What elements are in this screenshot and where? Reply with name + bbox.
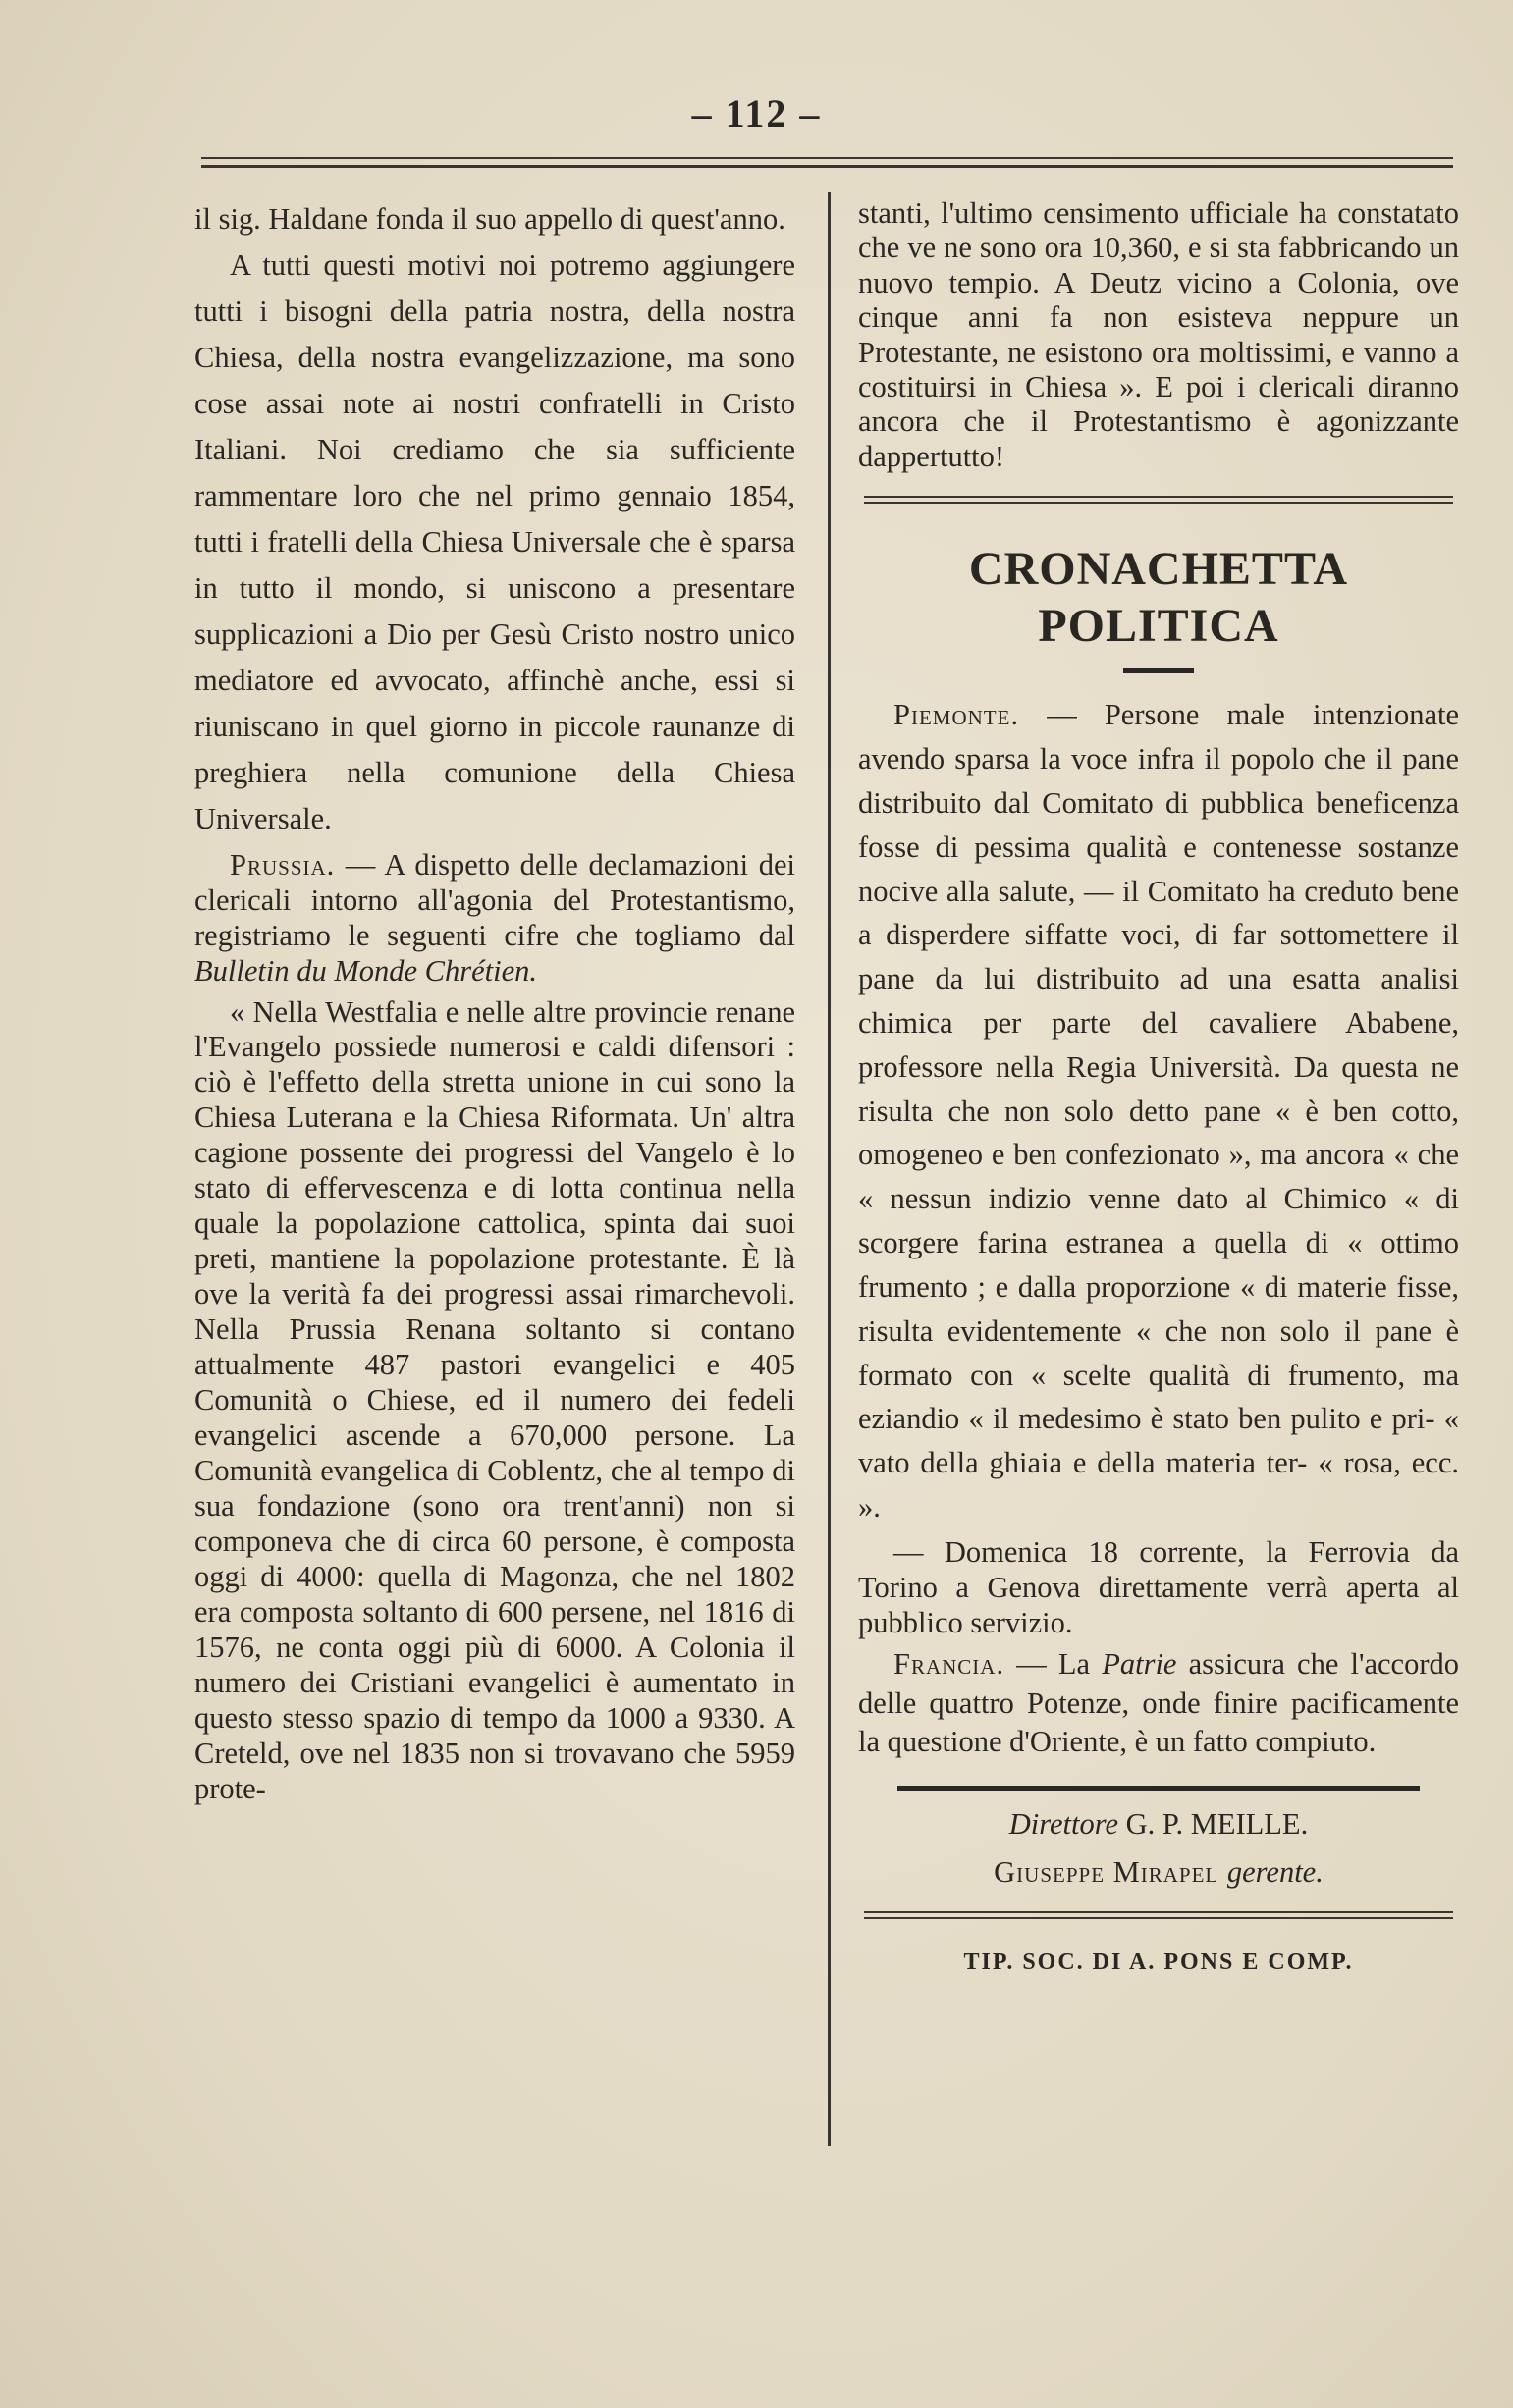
footer-rule <box>864 1911 1453 1919</box>
signature-block <box>858 1800 1459 1897</box>
paragraph-text: — Persone male intenzionate avendo sparsa la voce infra il popolo che il pane distribuito dal Comitato di pubblica beneficenza fosse di pessima qualità e contenesse sostanze nocive alla salute, — il Comitato ha creduto bene a disperdere siffatte voci, di far sottomettere il pane da lui distribuito ad una esatta analisi chimica per parte del cavaliere Ababene, professore nella Regia Università. Da questa ne risulta che non solo detto pane « è ben cotto, omogeneo e ben confezionato », ma ancora « che « nessun indizio venne dato al Chimico « di scorgere farina estranea a quella di « ottimo frumento ; e dalla proporzione « di materie fisse, risulta evidentemente « che non solo il pane è formato con « scelte qualità di frumento, ma eziandio « il medesimo è stato ben pulito e pri- « vato della ghiaia e della materia ter- « rosa, ecc. ». <box>858 698 1459 1525</box>
director-label: Direttore <box>1008 1806 1119 1841</box>
printer-imprint: TIP. SOC. DI A. PONS E COMP. <box>963 1950 1354 1976</box>
quotation-paragraph: « Nella Westfalia e nelle altre provincie renane l'Evangelo possiede numerosi e caldi difensori : ciò è l'effetto della stretta unione in cui sono la Chiesa Luterana e la Chiesa Riformata. Un' altra cagione possente dei progressi del Vangelo è lo stato di effervescenza e di lotta continua nella quale la popolazione cattolica, spinta dai suoi preti, mantiene la popolazione protestante. È là ove la verità fa dei progressi assai rimarchevoli. Nella Prussia Renana soltanto si contano attualmente 487 pastori evangelici e 405 Comunità o Chiese, ed il numero dei fedeli evangelici ascende a 670,000 persone. La Comunità evangelica di Coblentz, che al tempo di sua fondazione (sono ora trent'anni) non si componeva che di circa 60 persone, è composta oggi di 4000: quella di Magonza, che nel 1802 era composta soltanto di 600 persene, nel 1816 di 1576, ne conta oggi più di 6000. A Colonia il numero dei Cristiani evangelici è aumentato in questo stesso spazio di tempo da 1000 a 9330. A Creteld, ove nel 1835 non si trovavano che 5959 prote- <box>194 994 795 1806</box>
manager-name: Giuseppe Mirapel <box>994 1854 1227 1889</box>
paragraph-text: — La <box>1004 1646 1103 1681</box>
piemonte-paragraph <box>858 693 1459 1529</box>
paragraph-text: — A dispetto delle declamazioni dei clericali intorno all'agonia del Protestantismo, registriamo le seguenti cifre che togliamo dal <box>194 847 795 952</box>
director-name: G. P. MEILLE. <box>1118 1806 1309 1841</box>
publication-title: Bulletin du Monde Chrétien. <box>194 953 537 988</box>
right-column <box>858 196 1459 1981</box>
section-lead-francia: Francia. <box>893 1646 1005 1681</box>
left-column <box>194 196 795 1807</box>
header-rule <box>201 157 1453 168</box>
paragraph: — Domenica 18 corrente, la Ferrovia da Torino a Genova direttamente verrà aperta al pubblico servizio. <box>858 1534 1459 1639</box>
director-line <box>858 1800 1459 1848</box>
paragraph: A tutti questi motivi noi potremo aggiungere tutti i bisogni della patria nostra, della nostra Chiesa, della nostra evangelizzazione, ma sono cose assai note ai nostri confratelli in Cristo Italiani. Noi crediamo che sia sufficiente rammentare loro che nel primo gennaio 1854, tutti i fratelli della Chiesa Universale che è sparsa in tutto il mondo, si uniscono a presentare supplicazioni a Dio per Gesù Cristo nostro unico mediatore ed avvocato, affinchè anche, essi si riuniscano in quel giorno in piccole raunanze di preghiera nella comunione della Chiesa Universale. <box>194 247 795 835</box>
section-title: CRONACHETTA POLITICA <box>968 543 1349 652</box>
section-divider <box>864 496 1453 504</box>
signature-rule <box>897 1786 1420 1791</box>
section-lead-prussia: Prussia. <box>230 847 336 882</box>
manager-line <box>858 1848 1459 1897</box>
prussia-paragraph <box>194 848 795 990</box>
manager-label: gerente. <box>1226 1854 1324 1889</box>
paragraph: il sig. Haldane fonda il suo appello di quest'anno. <box>194 202 785 236</box>
column-divider <box>828 192 831 2146</box>
paragraph: stanti, l'ultimo censimento ufficiale ha constatato che ve ne sono ora 10,360, e si sta fabbricando un nuovo tempio. A Deutz vicino a Colonia, ove cinque anni fa non esisteva neppure un Protestante, ne esistono ora moltissimi, e vanno a costituirsi in Chiesa ». E poi i clericali diranno ancora che il Protestantismo è agonizzante dappertutto! <box>858 196 1459 473</box>
title-dash <box>1123 668 1194 673</box>
paragraph-text: assicura che l'accordo delle quattro Potenze, onde finire pacificamente la questione d'Oriente, è un fatto compiuto. <box>858 1646 1459 1759</box>
francia-paragraph <box>858 1645 1459 1762</box>
section-lead-piemonte: Piemonte. <box>893 698 1020 732</box>
page-number: – 112 – <box>691 91 822 135</box>
publication-title: Patrie <box>1102 1646 1177 1681</box>
